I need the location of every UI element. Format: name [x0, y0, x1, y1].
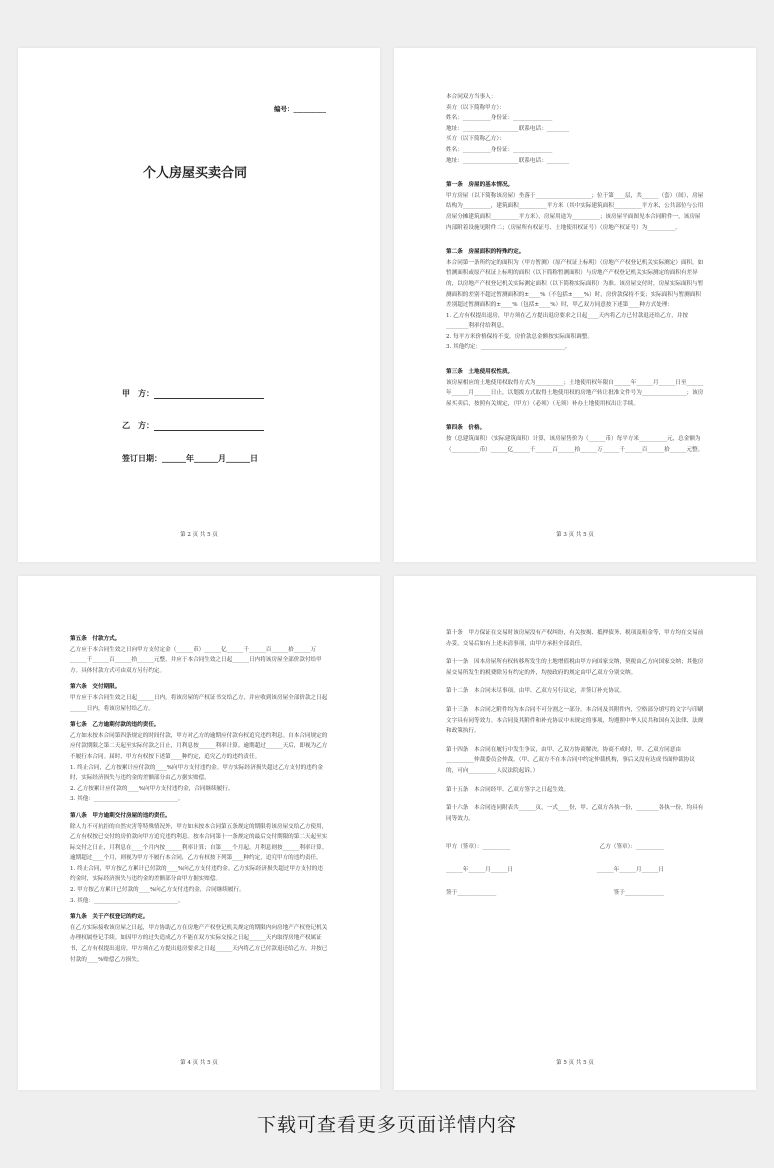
list-item: 2. 甲方按乙方累计已付款的____%向乙方支付违约金，合同继续履行。	[70, 887, 245, 894]
section-body: 第十二条 本合同未尽事项，由甲、乙双方另行议定，并签订补充协议。	[446, 688, 626, 695]
page-number: 第 2 页 共 5 页	[180, 532, 218, 538]
section-body: 第十四条 本合同在履行中发生争议，由甲、乙双方协商解决。协商不成时，甲、乙双方同意由__________仲裁委员会仲裁。（甲、乙双方不在本合同中约定仲裁机构，事后又没有达成书面仲裁协议的，可向__________人民法院起诉。）	[446, 746, 695, 774]
section-title: 第五条 付款方式。	[70, 636, 121, 642]
section-body: 该房屋相应的土地使用权取得方式为__________；土地使用权年限自______年______月______日至______年______月______日止，以划拨方式取得土地使用权的房地产转让批准文件号为________________；该房屋买卖后，按照有关规定，（甲方）（必须）（无须）补办土地使用权出让手续。	[446, 379, 704, 407]
section-body: 第十一条 因本房屋所有权转移所发生的土地增值税由甲方向国家交纳，契税由乙方向国家交纳；其他房屋交易所发生的税费除另有约定的外，均按政府的规定由甲乙双方分别交纳。	[446, 659, 704, 676]
section-body: 除人力不可抗拒的自然灾害等特殊情况外，甲方如未按本合同第五条规定的期限将该房屋交给乙方使用，乙方有权按已交付的房价款向甲方追究违约利息。按本合同第十一条规定的最后交付期限的第二天起至实际交付之日止，月利息在____个月内按______利率计算；自第____个月起，月利息则按______利率计算。逾期超过____个月，则视为甲方不履行本合同，乙方有权按下列第____种约定，追究甲方的违约责任。	[70, 823, 328, 862]
list-item: 1. 终止合同，乙方按累计应付款的____%向甲方支付违约金。甲方实际经济损失超过乙方支付的违约金时，实际经济损失与违约金的差额部分由乙方据实赔偿。	[70, 764, 323, 782]
sign-date-line: 签订日期：______年______月______日	[122, 454, 258, 463]
contract-title: 个人房屋买卖合同	[142, 166, 247, 181]
party-b-line	[122, 420, 264, 431]
section-title: 第八条 甲方逾期交付房屋的违约责任。	[70, 812, 171, 819]
party-b-blank	[154, 422, 264, 431]
party-a-label: 甲 方：	[122, 389, 154, 398]
section-body: 本合同第一条所约定的面积为（甲方暂测）（原产权证上标明）（房地产产权登记机关实际测定）面积。如暂测面积或原产权证上标明的面积（以下简称暂测面积）与房地产产权登记机关实际测定的面积有差异的，以房地产产权登记机关实际测定面积（以下简称实际面积）为准。该房屋交付时，房屋实际面积与暂测面积的差别不超过暂测面积的±____%（不包括±____%）时，房价款保持不变；实际面积与暂测面积差别超过暂测面积的±____%（包括±____%）时，甲乙双方同意按下述第____种方式处理：	[446, 259, 704, 309]
party-b-signature: 乙方（签章）：__________	[599, 844, 664, 851]
party-a-signature: 甲方（签章）：__________	[446, 844, 511, 851]
parties-line: 地址：____________________联系电话：________	[446, 125, 570, 132]
section-title: 第三条 土地使用权性质。	[446, 369, 514, 376]
list-item: 3. 其他：______________________________。	[70, 796, 184, 803]
page-3	[394, 48, 756, 562]
section-body: 乙方如未按本合同第四条规定的时间付款，甲方对乙方的逾期应付款有权追究违约利息。自本合同规定的应付款期限之第二天起至实际付款之日止，月利息按______利率计算。逾期超过______天后，即视为乙方不履行本合同。届时，甲方有权按下述第____种约定，追究乙方的违约责任。	[70, 732, 328, 760]
section-title: 第六条 交付期限。	[70, 684, 121, 691]
party-b-place: 签于______________	[613, 889, 664, 896]
section-body: 第十条 甲方保证在交易时该房屋没有产权纠纷，有关按揭、抵押债务、税项及租金等，甲方均在交易前办妥。交易后如有上述未清事项，由甲方承担全部责任。	[446, 630, 704, 647]
party-a-place: 签于______________	[446, 889, 497, 896]
party-a-blank	[154, 390, 264, 399]
page-number: 第 4 页 共 5 页	[180, 1060, 218, 1066]
page-4-body	[70, 628, 328, 965]
list-item: 2. 每平方米价格保持不变，房价款总金额按实际面积调整。	[446, 333, 593, 340]
page-5	[394, 576, 756, 1090]
page-4	[18, 576, 380, 1090]
page-number: 第 5 页 共 5 页	[556, 1060, 594, 1066]
section-body: 乙方应于本合同生效之日向甲方支付定金（______币）______亿______千______百______拾______万______千______百______拾______元整，并应于本合同生效之日起______日内将该房屋全部价款付给甲方。具体付款方式可由双方另行约定。	[70, 646, 322, 674]
section-body: 第十三条 本合同之附件均为本合同不可分割之一部分。本合同及其附件内，空格部分填写的文字与印刷文字具有同等效力。本合同及其附件和补充协议中未规定的事项，均遵照中华人民共和国有关法律、法规和政策执行。	[446, 706, 704, 735]
party-b-date: ______年______月______日	[596, 866, 664, 873]
list-item: 2. 乙方按累计应付款的____%向甲方支付违约金，合同继续履行。	[70, 785, 234, 792]
date-row	[446, 865, 704, 876]
parties-line: 地址：____________________联系电话：________	[446, 157, 570, 164]
list-item: 3. 其他：______________________________。	[70, 897, 184, 904]
party-a-date: ______年______月______日	[446, 866, 514, 873]
parties-line: 本合同双方当事人：	[446, 94, 497, 100]
signature-row	[446, 842, 704, 853]
section-title: 第一条 房屋的基本情况。	[446, 182, 514, 189]
contract-number-label: 编号：__________	[274, 105, 326, 113]
parties-line: 姓名：__________身份证：______________	[446, 146, 553, 153]
page-number: 第 3 页 共 5 页	[556, 532, 594, 538]
section-title: 第二条 房屋面积的特殊约定。	[446, 249, 525, 256]
list-item: 3. 其他约定：______________________________。	[446, 344, 571, 351]
party-a-line	[122, 388, 264, 399]
section-body: 按（总建筑面积）（实际建筑面积）计算，该房屋售价为（______币）每平方米__________元，总金额为（__________币）______亿______千______百______拾______万______千______百______拾______元整。	[446, 436, 704, 453]
section-body: 第十五条 本合同经甲、乙双方签字之日起生效。	[446, 786, 570, 793]
section-title: 第四条 价格。	[446, 425, 486, 432]
section-body: 在乙方实际接收该房屋之日起，甲方协助乙方在房地产产权登记机关规定的期限内向房地产产权登记机关办理权属登记手续。如因甲方的过失造成乙方不能在双方实际交接之日起______天内取得房地产权属证书，乙方有权提出退房，甲方须在乙方提出退房要求之日起______天内将乙方已付款退还给乙方，并按已付款的____%赔偿乙方损失。	[70, 924, 328, 963]
party-b-label: 乙 方：	[122, 421, 154, 430]
section-body: 甲方应于本合同生效之日起______日内，将该房屋的产权证书交给乙方，并应收到该房屋全部价款之日起______日内，将该房屋付给乙方。	[70, 694, 328, 712]
section-title: 第七条 乙方逾期付款的违约责任。	[70, 722, 160, 729]
section-body: 第十六条 本合同连同附表共______页，一式____份，甲、乙双方各执一份，________各执一份，均具有同等效力。	[446, 805, 704, 822]
download-more-banner[interactable]: 下载可查看更多页面详情内容	[256, 1114, 517, 1136]
parties-line: 买方（以下简称乙方）：	[446, 136, 505, 143]
list-item: 1. 终止合同，甲方按乙方累计已付款的____%向乙方支付违约金。乙方实际经济损失超过甲方支付的违约金时，实际经济损失与违约金的差额部分由甲方据实赔偿。	[70, 865, 323, 883]
section-title: 第九条 关于产权登记的约定。	[70, 914, 149, 921]
parties-line: 卖方（以下简称甲方）：	[446, 104, 505, 111]
place-row	[446, 888, 704, 899]
page-5-body	[446, 628, 704, 898]
section-body: 甲方房屋（以下简称该房屋）坐落于____________________；位于第____层，共______（套）（间），房屋结构为__________，建筑面积__________平方米（其中实际建筑面积__________平方米，公共部位与公用房屋分摊建筑面积__________平方米），房屋用途为__________；该房屋平面图见本合同附件一，该房屋内部附着设施见附件二；（房屋所有权证号、土地使用权证号）（房地产权证号）为__________。	[446, 192, 704, 231]
list-item: 1. 乙方有权提出退房，甲方须在乙方提出退房要求之日起____天内将乙方已付款退还给乙方，并按________利率付给利息。	[446, 312, 689, 330]
page-cover	[18, 48, 380, 562]
parties-line: 姓名：__________身份证：______________	[446, 115, 553, 122]
page-3-body	[446, 92, 704, 455]
